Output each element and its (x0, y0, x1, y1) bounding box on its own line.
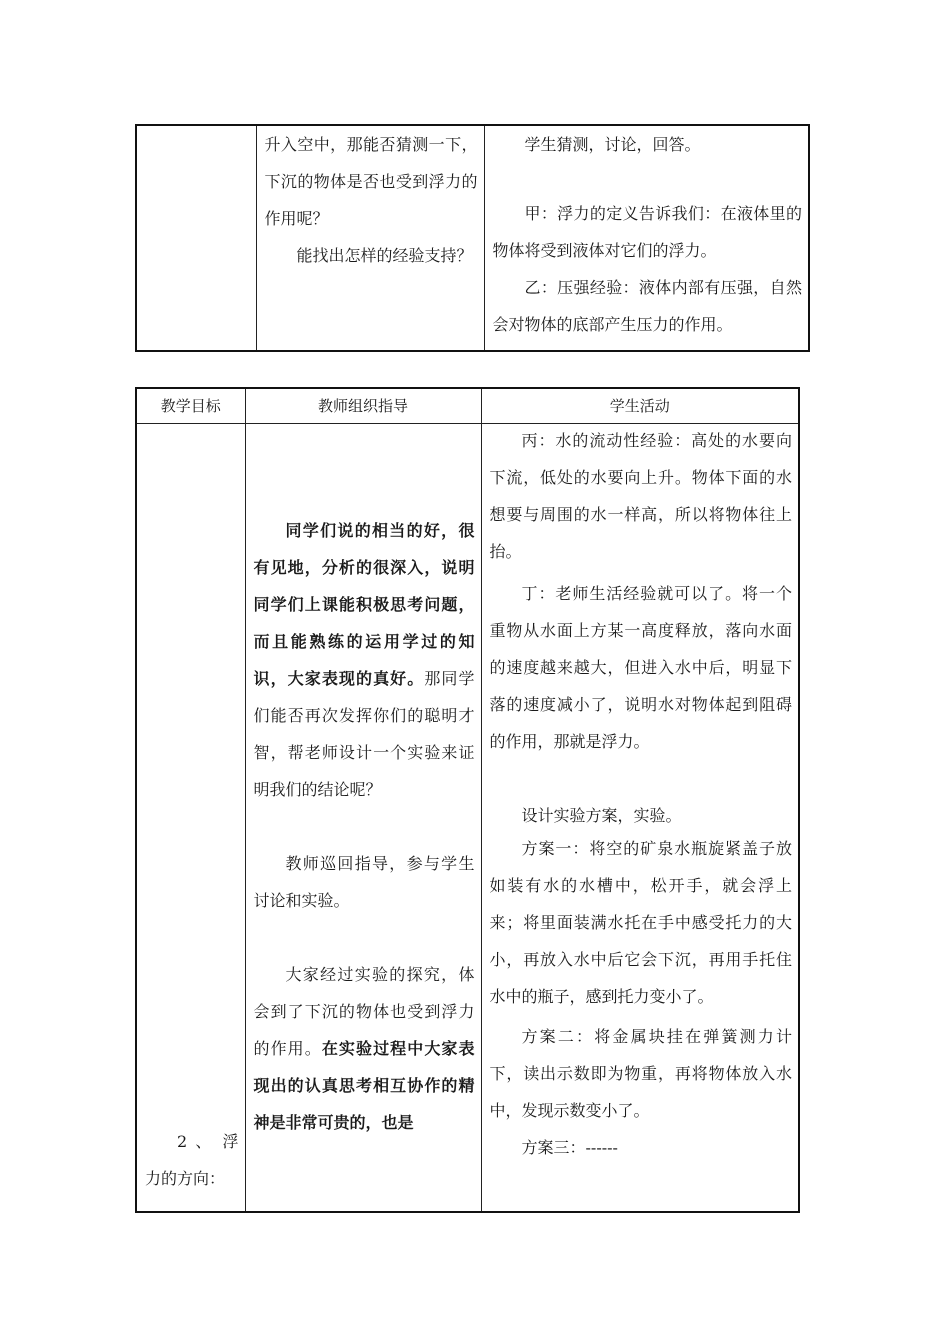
student-paragraph: 丙：水的流动性经验：高处的水要向下流，低处的水要向上升。物体下面的水想要与周围的水一样高，所以将物体往上抬。 (489, 431, 792, 561)
table-row (136, 424, 799, 1212)
summary-normal-text: 大家经过实验的探究，体会到了下沉的物体也受到浮力的作用。 (253, 965, 475, 1058)
teacher-paragraph: 能找出怎样的经验支持？ (296, 246, 473, 265)
teacher-cell (245, 424, 481, 1212)
header-student-activity: 学生活动 (481, 388, 799, 424)
goal-text: 2 、 浮力的方向： (145, 1131, 239, 1188)
student-paragraph: 学生猜测，讨论，回答。 (524, 135, 701, 154)
praise-bold-text: 同学们说的相当的好，很有见地，分析的很深入，说明同学们上课能积极思考问题，而且能熟练的运用学过的知识，大家表现的真好。 (253, 521, 475, 688)
header-teaching-goal: 教学目标 (136, 388, 245, 424)
student-paragraph: 方案一：将空的矿泉水瓶旋紧盖子放如装有水的水槽中，松开手，就会浮上来；将里面装满水托在手中感受托力的大小，再放入水中后它会下沉，再用手托住水中的瓶子，感到托力变小了。 (489, 839, 792, 1006)
student-paragraph: 设计实验方案，实验。 (521, 806, 682, 825)
table-row (136, 125, 809, 351)
teacher-paragraph-guidance: 教师巡回指导，参与学生讨论和实验。 (253, 854, 475, 910)
student-paragraph: 甲：浮力的定义告诉我们：在液体里的物体将受到液体对它们的浮力。 (492, 204, 802, 260)
header-teacher-guidance: 教师组织指导 (245, 388, 481, 424)
student-paragraph: 乙：压强经验：液体内部有压强，自然会对物体的底部产生压力的作用。 (492, 278, 802, 334)
student-paragraph: 方案三：------ (521, 1138, 618, 1157)
lesson-table-continuation (135, 124, 810, 352)
teacher-cell (256, 125, 484, 351)
goal-cell (136, 125, 256, 351)
summary-bold-text: 在实验过程中大家表现出的认真思考相互协作的精神是非常可贵的，也是 (253, 1039, 475, 1132)
teacher-paragraph-summary (246, 956, 481, 1141)
student-paragraph: 方案二：将金属块挂在弹簧测力计下，读出示数即为物重，再将物体放入水中，发现示数变小了。 (489, 1027, 792, 1120)
student-paragraph: 丁：老师生活经验就可以了。将一个重物从水面上方某一高度释放，落向水面的速度越来越大，但进入水中后，明显下落的速度减小了，说明水对物体起到阻碍的作用，那就是浮力。 (489, 584, 792, 751)
goal-cell (136, 424, 245, 1212)
student-cell (484, 125, 809, 351)
teacher-paragraph: 升入空中，那能否猜测一下，下沉的物体是否也受到浮力的作用呢？ (264, 135, 478, 228)
teacher-paragraph-praise (246, 512, 481, 808)
student-cell (481, 424, 799, 1212)
lesson-table (135, 387, 800, 1213)
praise-normal-text: 那同学们能否再次发挥你们的聪明才智，帮老师设计一个实验来证明我们的结论呢？ (253, 669, 475, 799)
header-row (136, 388, 799, 424)
